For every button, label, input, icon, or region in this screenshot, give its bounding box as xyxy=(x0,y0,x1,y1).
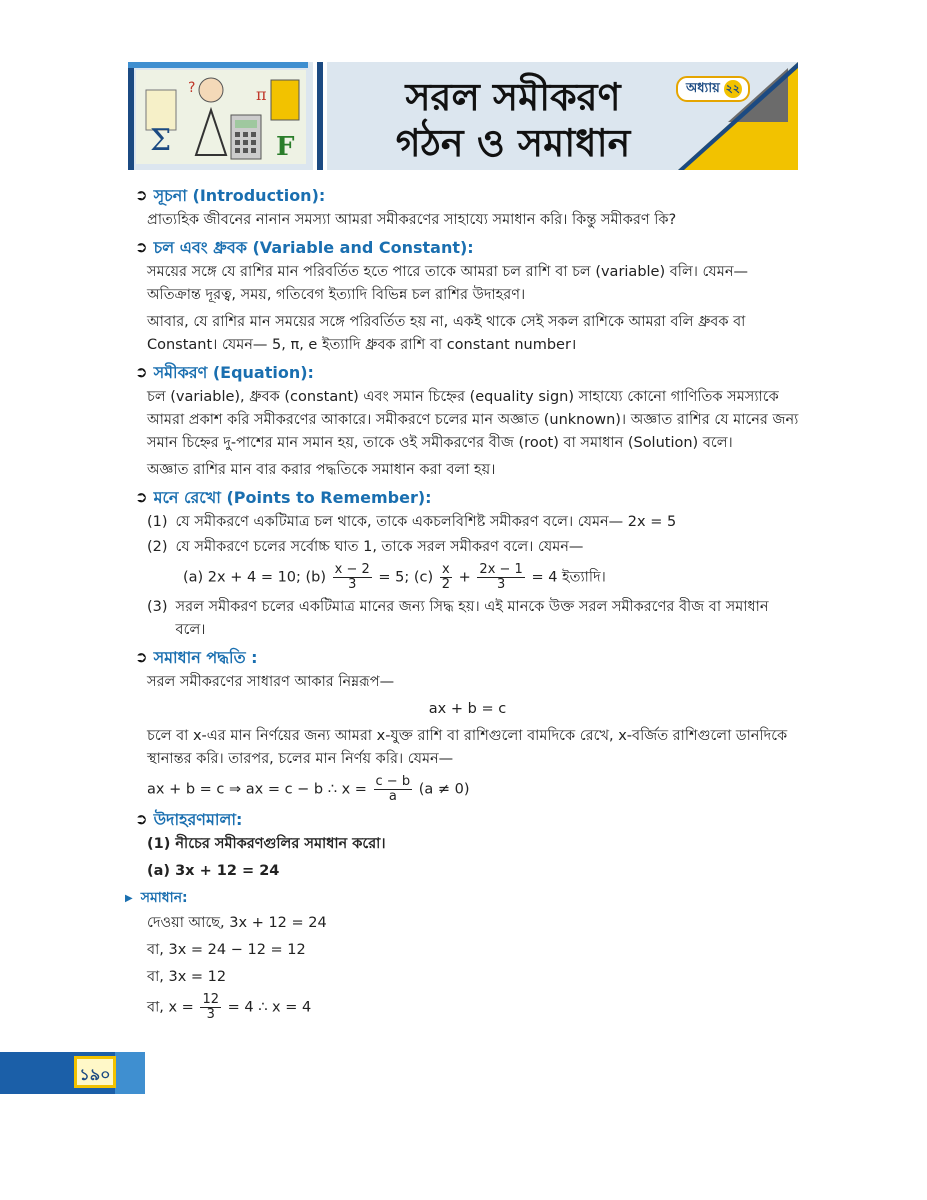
variable-heading xyxy=(135,236,800,259)
list-item xyxy=(147,596,800,642)
fraction xyxy=(333,563,372,592)
svg-text:F: F xyxy=(276,132,295,162)
equation-paragraph-2: অজ্ঞাত রাশির মান বার করার পদ্ধতিকে সমাধান করা বলা হয়। xyxy=(147,462,496,478)
page-content xyxy=(125,180,800,1026)
svg-text:π: π xyxy=(256,85,267,104)
method-derivation xyxy=(147,775,800,804)
banner-illustration xyxy=(136,70,306,164)
arrow-icon: ➲ xyxy=(135,238,148,256)
fraction-numerator: c − b xyxy=(375,774,411,789)
examples-heading-text: উদাহরণমালা: xyxy=(153,810,243,829)
arrow-icon: ➲ xyxy=(135,810,148,828)
example-question-a: (a) 3x + 12 = 24 xyxy=(147,863,280,879)
fraction xyxy=(477,563,524,592)
derivation-text: ax + b = c ⇒ ax = c − b ∴ x = xyxy=(147,781,367,798)
method-heading-text: সমাধান পদ্ধতি : xyxy=(153,648,258,667)
list-item xyxy=(147,536,800,559)
list-item xyxy=(147,511,800,534)
list-text: যে সমীকরণে একটিমাত্র চল থাকে, তাকে একচলবিশিষ্ট সমীকরণ বলে। যেমন— 2x = 5 xyxy=(175,514,677,530)
fraction-numerator: x xyxy=(442,562,450,577)
banner-left-strip xyxy=(128,62,134,170)
chapter-title-line1: সরল সমীকরণ xyxy=(405,74,621,119)
arrow-icon: ➲ xyxy=(135,186,148,204)
fraction-denominator: 3 xyxy=(206,1007,215,1022)
arrow-icon: ➲ xyxy=(135,363,148,381)
solution-result: = 4 ∴ x = 4 xyxy=(227,999,312,1016)
solution-heading xyxy=(125,887,800,910)
solution-step: দেওয়া আছে, 3x + 12 = 24 xyxy=(147,915,327,931)
example-c-rest: = 4 ইত্যাদি। xyxy=(531,569,606,586)
equation-paragraph-1: চল (variable), ধ্রুবক (constant) এবং সমান চিহ্নের (equality sign) সাহায্যে কোনো গাণিতিক সমস্যাকে আমরা প্রকাশ করি সমীকরণের আকারে। সমীকরণে চলের মান অজ্ঞাত (unknown)। অজ্ঞাত রাশির যে মানের জন্য সমান চিহ্নের দু-পাশের মান সমান হয়, তাকে ওই সমীকরণের বীজ (root) বা সমাধান (Solution) বলে। xyxy=(147,389,799,451)
intro-heading xyxy=(135,184,800,207)
solution-label: সমাধান: xyxy=(140,890,188,906)
page-number: ১৯০ xyxy=(74,1056,116,1088)
intro-text: প্রাত্যহিক জীবনের নানান সমস্যা আমরা সমীকরণের সাহায্যে সমাধান করি। কিন্তু সমীকরণ কি? xyxy=(147,212,677,228)
chapter-banner xyxy=(128,62,798,170)
arrow-icon: ➲ xyxy=(135,488,148,506)
solution-step: বা, 3x = 12 xyxy=(147,969,227,985)
linear-examples xyxy=(183,563,800,592)
equation-heading xyxy=(135,361,800,384)
general-formula: ax + b = c xyxy=(428,701,507,717)
chapter-badge xyxy=(676,76,750,102)
fraction xyxy=(374,775,413,804)
variable-heading-text: চল এবং ধ্রুবক (Variable and Constant): xyxy=(153,238,474,257)
fraction-denominator: 2 xyxy=(441,577,451,592)
footer-bar-accent xyxy=(115,1052,145,1094)
triangle-bullet-icon: ▶ xyxy=(125,893,133,904)
fraction-numerator: 2x − 1 xyxy=(479,562,523,577)
method-heading xyxy=(135,646,800,669)
remember-list xyxy=(147,511,800,642)
fraction-numerator: 12 xyxy=(202,992,219,1007)
derivation-condition: (a ≠ 0) xyxy=(418,781,470,798)
chapter-number: ২২ xyxy=(724,80,742,98)
example-a: (a) 2x + 4 = 10; (b) xyxy=(183,569,327,586)
solution-prefix: বা, x = xyxy=(147,999,194,1016)
solution-step-final xyxy=(147,993,800,1022)
svg-text:?: ? xyxy=(188,80,196,96)
fraction-denominator: 3 xyxy=(496,577,506,592)
solution-step: বা, 3x = 24 − 12 = 12 xyxy=(147,942,306,958)
chapter-title-line2: গঠন ও সমাধান xyxy=(395,120,631,165)
arrow-icon: ➲ xyxy=(135,648,148,666)
math-tools-illustration xyxy=(136,70,306,164)
method-paragraph-1: সরল সমীকরণের সাধারণ আকার নিম্নরূপ— xyxy=(147,674,395,690)
list-number: (1) xyxy=(147,514,168,530)
intro-heading-text: সূচনা (Introduction): xyxy=(153,186,326,205)
banner-divider-line xyxy=(317,62,323,170)
fraction-denominator: 3 xyxy=(348,577,357,592)
example-question: (1) নীচের সমীকরণগুলির সমাধান করো। xyxy=(147,836,386,852)
examples-heading xyxy=(135,808,800,831)
list-number: (2) xyxy=(147,539,168,555)
fraction-denominator: a xyxy=(388,789,397,804)
list-text: সরল সমীকরণ চলের একটিমাত্র মানের জন্য সিদ্ধ হয়। এই মানকে উক্ত সরল সমীকরণের বীজ বা সমাধান বলে। xyxy=(175,599,769,638)
fraction xyxy=(440,563,452,592)
list-number: (3) xyxy=(147,599,168,615)
banner-top-strip xyxy=(128,62,308,68)
list-text: যে সমীকরণে চলের সর্বোচ্চ ঘাত 1, তাকে সরল সমীকরণ বলে। যেমন— xyxy=(175,539,584,555)
svg-text:Σ: Σ xyxy=(150,123,172,158)
fraction xyxy=(200,993,221,1022)
variable-paragraph-2: আবার, যে রাশির মান সময়ের সঙ্গে পরিবর্তিত হয় না, একই থাকে সেই সকল রাশিকে আমরা বলি ধ্রুবক বা Constant। যেমন— 5, π, e ইত্যাদি ধ্রুবক রাশি বা constant number। xyxy=(147,314,746,353)
example-b-rest: = 5; (c) xyxy=(378,569,434,586)
chapter-label: অধ্যায় xyxy=(686,81,720,96)
equation-heading-text: সমীকরণ (Equation): xyxy=(153,363,314,382)
plus-sign: + xyxy=(458,569,471,586)
variable-paragraph-1: সময়ের সঙ্গে যে রাশির মান পরিবর্তিত হতে পারে তাকে আমরা চল রাশি বা চল (variable) বলি। যেমন— অতিক্রান্ত দূরত্ব, সময়, গতিবেগ ইত্যাদি বিভিন্ন চল রাশির উদাহরণ। xyxy=(147,264,748,303)
remember-heading-text: মনে রেখো (Points to Remember): xyxy=(153,488,432,507)
method-paragraph-2: চলে বা x-এর মান নির্ণয়ের জন্য আমরা x-যুক্ত রাশি বা রাশিগুলো বামদিকে রেখে, x-বর্জিত রাশিগুলো ডানদিকে স্থানান্তর করি। তারপর, চলের মান নির্ণয় করি। যেমন— xyxy=(147,728,788,767)
fraction-numerator: x − 2 xyxy=(334,562,370,577)
remember-heading xyxy=(135,486,800,509)
